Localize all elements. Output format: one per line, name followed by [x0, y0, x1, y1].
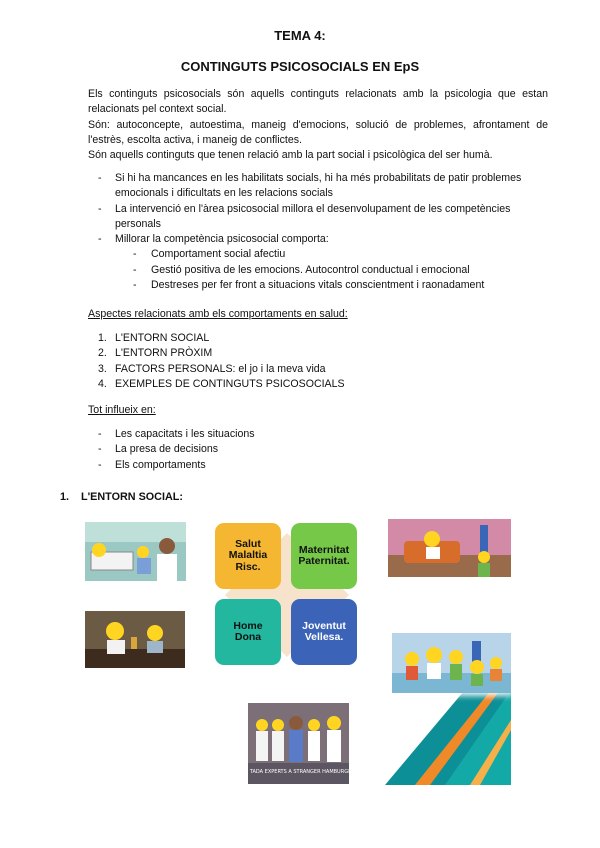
influences-heading: Tot influeix en: [88, 404, 156, 416]
tile-line: Salut [235, 537, 261, 550]
list-item [98, 331, 345, 346]
intro-line: Són: autoconcepte, autoestima, maneig d'emocions, solució de problemes, afrontament de l'estrès, escolta activa, i maneig de conflictes. [88, 118, 548, 146]
list-item: - Els comportaments [98, 458, 398, 473]
item-text: FACTORS PERSONALS: el jo i la meva vida [115, 362, 326, 375]
item-number: 1. [98, 332, 107, 344]
topic-tiles [215, 523, 359, 667]
list-item [98, 362, 345, 377]
section-title: L'ENTORN SOCIAL: [81, 491, 183, 503]
tile-line: Dona [234, 631, 262, 643]
intro-line: Són aquells continguts que tenen relació amb la part social i psicològica del ser humà. [88, 149, 493, 162]
list-item [98, 377, 345, 392]
list-item: - Les capacitats i les situacions [98, 427, 398, 442]
item-number: 2. [98, 347, 107, 360]
tile-maternitat [291, 523, 357, 589]
section-heading [60, 491, 183, 503]
tile-home-dona [215, 599, 281, 665]
tile-line: Maternitat [298, 543, 350, 556]
image-caption: HE TADA EXPERTS A STRANGER HAMBURGER [241, 769, 355, 775]
list-item [98, 346, 345, 361]
item-text: EXEMPLES DE CONTINGUTS PSICOSOCIALS [115, 377, 345, 390]
tile-line: Vellesa. [304, 631, 344, 643]
psychosocial-bullets [98, 171, 548, 293]
tile-line: Malaltia [228, 549, 268, 562]
sub-list-item: - Destreses per fer front a situacions vitals conscientment i raonadament [133, 278, 548, 293]
tile-joventut [291, 599, 357, 665]
living-room-image [388, 519, 511, 577]
item-text: L'ENTORN SOCIAL [115, 332, 210, 344]
aspects-heading: Aspectes relacionats amb els comportaments en salud: [88, 308, 348, 320]
tile-line: Joventut [302, 619, 346, 632]
page-title: CONTINGUTS PSICOSOCIALS EN EpS [180, 59, 420, 74]
item-number: 3. [98, 362, 107, 375]
item-number: 4. [98, 377, 107, 390]
intro-paragraph [88, 87, 548, 163]
tile-line: Paternitat. [298, 555, 350, 567]
influences-list [98, 427, 398, 473]
tile-salut [215, 523, 281, 589]
item-text: L'ENTORN PRÒXIM [115, 347, 213, 360]
list-item-label: Millorar la competència psicosocial comporta: [115, 233, 329, 246]
family-scene-image [392, 633, 511, 693]
hospital-scene-image [85, 522, 186, 581]
list-item: - La intervenció en l'àrea psicosocial millora el desenvolupament de les competències personals [98, 202, 548, 233]
list-item [98, 232, 548, 293]
section-number: 1. [60, 491, 70, 503]
tile-line: Home [233, 619, 263, 632]
tile-line: Risc. [235, 560, 261, 573]
sub-list-item: - Gestió positiva de les emocions. Autocontrol conductual i emocional [133, 263, 548, 278]
nurses-scene-image [241, 703, 355, 784]
social-environment-figure [85, 515, 511, 785]
list-item: - La presa de decisions [98, 442, 398, 457]
list-item: - Si hi ha mancances en les habilitats socials, hi ha més probabilitats de patir problemes emocionals i dificultats en les relacions socials [98, 171, 548, 202]
sub-list-item: - Comportament social afectiu [133, 247, 548, 262]
sub-list [115, 247, 548, 293]
intro-line: Els continguts psicosocials són aquells continguts relacionats amb la psicologia que estan relacionats pel context social. [88, 88, 548, 116]
topic-heading: TEMA 4: [274, 28, 326, 43]
bar-scene-image [85, 611, 185, 668]
aspects-list [98, 331, 345, 392]
